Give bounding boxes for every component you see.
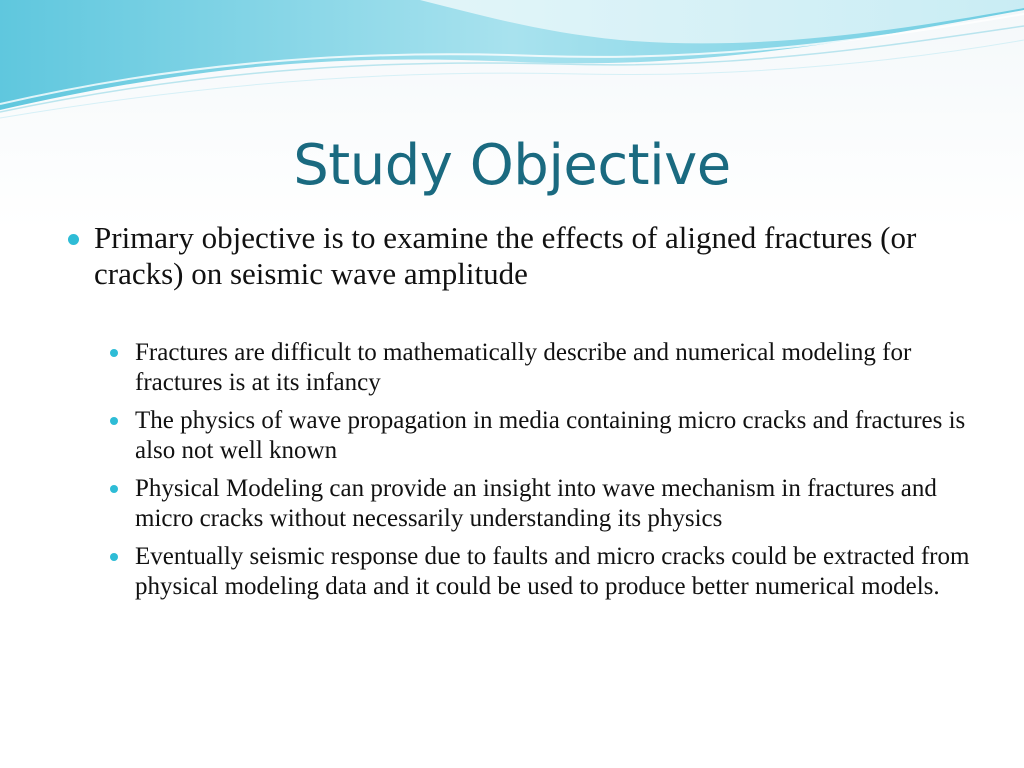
sub-bullet-text: Fractures are difficult to mathematically describe and numerical modeling for fractures is at its infancy <box>135 339 912 396</box>
bullet-dot-icon <box>68 234 79 245</box>
bullet-dot-icon <box>110 349 118 357</box>
sub-bullet <box>62 474 982 534</box>
sub-bullet <box>62 542 982 602</box>
sub-bullet-text: Physical Modeling can provide an insight into wave mechanism in fractures and micro cracks without necessarily understanding its physics <box>135 475 937 532</box>
sub-bullet <box>62 338 982 398</box>
bullet-dot-icon <box>110 553 118 561</box>
main-bullet <box>62 220 982 292</box>
slide-title: Study Objective <box>293 133 731 198</box>
header-wave-decoration <box>0 0 1024 130</box>
bullet-dot-icon <box>110 417 118 425</box>
sub-bullet-text: Eventually seismic response due to faults and micro cracks could be extracted from physical modeling data and it could be used to produce better numerical models. <box>135 543 970 600</box>
sub-bullet-list <box>62 338 982 602</box>
bullet-dot-icon <box>110 485 118 493</box>
slide-body <box>62 220 982 610</box>
sub-bullet-text: The physics of wave propagation in media containing micro cracks and fractures is also not well known <box>135 407 966 464</box>
main-bullet-text: Primary objective is to examine the effects of aligned fractures (or cracks) on seismic wave amplitude <box>94 220 917 291</box>
sub-bullet <box>62 406 982 466</box>
